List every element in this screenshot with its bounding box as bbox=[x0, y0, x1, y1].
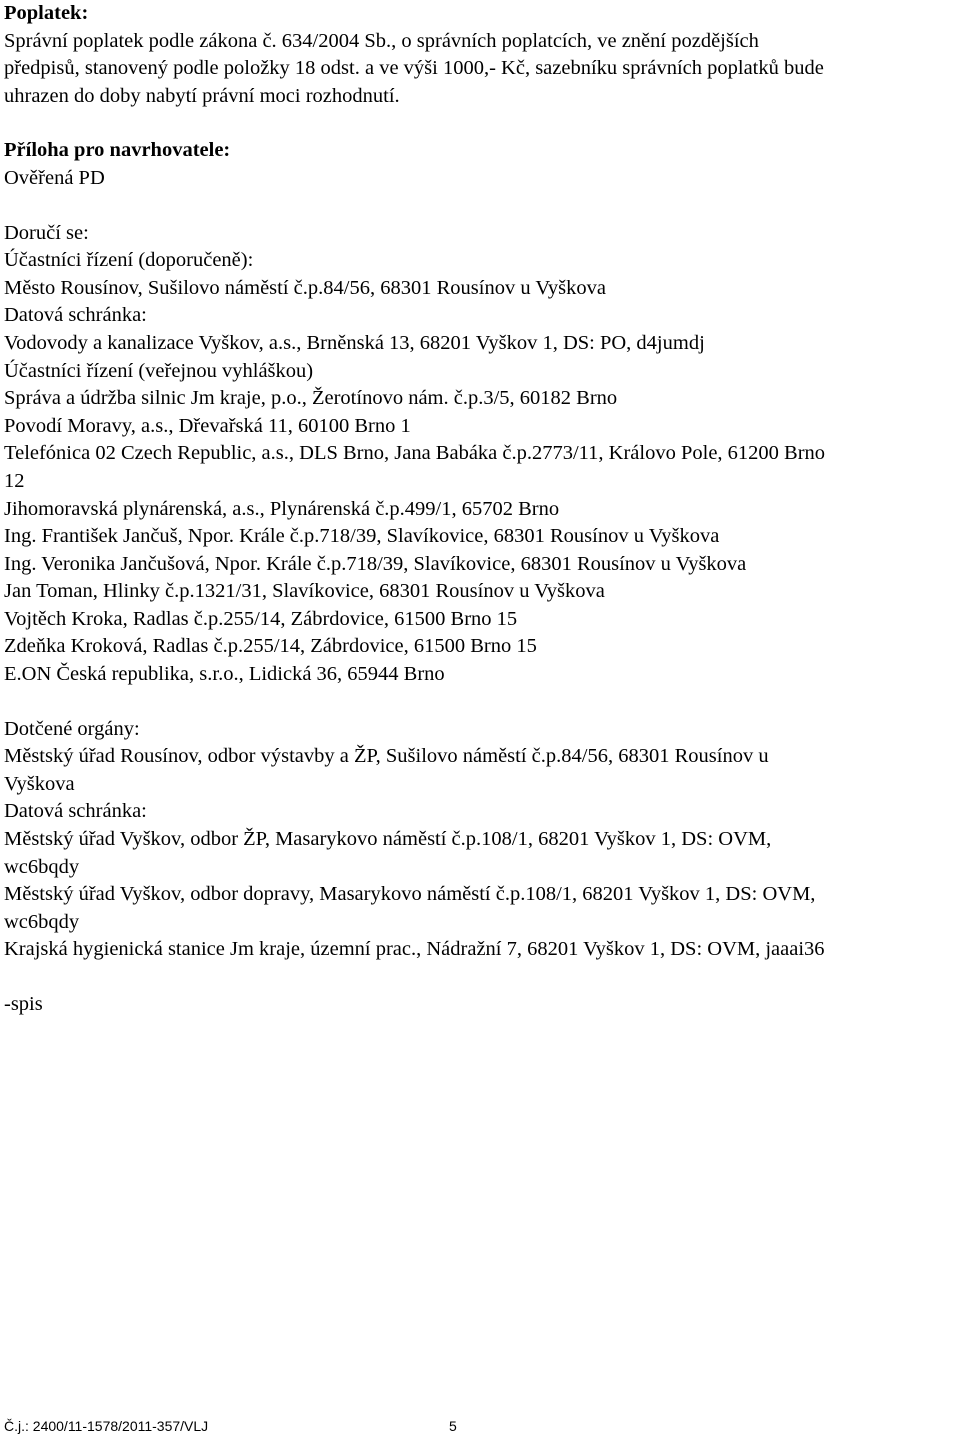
authority-line: Datová schránka: bbox=[4, 800, 147, 823]
recipient-line: Zdeňka Kroková, Radlas č.p.255/14, Zábrdovice, 61500 Brno 15 bbox=[4, 635, 537, 658]
fee-line: předpisů, stanovený podle položky 18 odst. a ve výši 1000,- Kč, sazebníku správních poplatků bude bbox=[4, 57, 824, 80]
authorities-heading: Dotčené orgány: bbox=[4, 717, 140, 740]
authority-line: Krajská hygienická stanice Jm kraje, územní prac., Nádražní 7, 68201 Vyškov 1, DS: OVM, jaaai36 bbox=[4, 938, 825, 961]
delivery-heading: Doručí se: bbox=[4, 221, 89, 244]
authority-line: Vyškova bbox=[4, 772, 75, 795]
recipient-line: Správa a údržba silnic Jm kraje, p.o., Žerotínovo nám. č.p.3/5, 60182 Brno bbox=[4, 387, 618, 410]
recipient-line: Město Rousínov, Sušilovo náměstí č.p.84/56, 68301 Rousínov u Vyškova bbox=[4, 276, 606, 299]
fee-heading: Poplatek: bbox=[4, 2, 89, 24]
page-number: 5 bbox=[449, 1418, 457, 1434]
authority-line: Městský úřad Vyškov, odbor ŽP, Masarykovo náměstí č.p.108/1, 68201 Vyškov 1, DS: OVM, bbox=[4, 828, 772, 851]
recipient-line: Datová schránka: bbox=[4, 304, 147, 327]
recipient-line: Ing. Veronika Jančušová, Npor. Krále č.p.718/39, Slavíkovice, 68301 Rousínov u Vyškova bbox=[4, 552, 747, 575]
attachment-heading: Příloha pro navrhovatele: bbox=[4, 139, 231, 162]
recipient-line: 12 bbox=[4, 469, 25, 492]
authorities-list bbox=[4, 743, 956, 964]
fee-line: uhrazen do doby nabytí právní moci rozhodnutí. bbox=[4, 84, 400, 107]
recipient-line: Jan Toman, Hlinky č.p.1321/31, Slavíkovice, 68301 Rousínov u Vyškova bbox=[4, 580, 605, 603]
recipient-line: Vojtěch Kroka, Radlas č.p.255/14, Zábrdovice, 61500 Brno 15 bbox=[4, 607, 518, 630]
reference-number: Č.j.: 2400/11-1578/2011-357/VLJ bbox=[4, 1418, 209, 1434]
closing-note: -spis bbox=[4, 993, 43, 1015]
recipient-line: Jihomoravská plynárenská, a.s., Plynárenská č.p.499/1, 65702 Brno bbox=[4, 497, 560, 520]
authority-line: Městský úřad Rousínov, odbor výstavby a ŽP, Sušilovo náměstí č.p.84/56, 68301 Rousínov u bbox=[4, 745, 769, 768]
recipient-list bbox=[4, 247, 956, 689]
authority-line: Městský úřad Vyškov, odbor dopravy, Masarykovo náměstí č.p.108/1, 68201 Vyškov 1, DS: OVM, bbox=[4, 883, 816, 906]
attachment-item: Ověřená PD bbox=[4, 166, 105, 189]
document-page bbox=[4, 0, 956, 1019]
recipient-line: Vodovody a kanalizace Vyškov, a.s., Brněnská 13, 68201 Vyškov 1, DS: PO, d4jumdj bbox=[4, 331, 705, 354]
fee-text bbox=[4, 28, 956, 111]
recipient-line: Povodí Moravy, a.s., Dřevařská 11, 60100 Brno 1 bbox=[4, 414, 411, 437]
authority-line: wc6bqdy bbox=[4, 910, 80, 933]
recipient-line: Účastníci řízení (doporučeně): bbox=[4, 249, 254, 272]
recipient-line: E.ON Česká republika, s.r.o., Lidická 36, 65944 Brno bbox=[4, 663, 445, 686]
recipient-line: Ing. František Jančuš, Npor. Krále č.p.718/39, Slavíkovice, 68301 Rousínov u Vyškova bbox=[4, 525, 720, 548]
authority-line: wc6bqdy bbox=[4, 855, 80, 878]
recipient-line: Účastníci řízení (veřejnou vyhláškou) bbox=[4, 359, 314, 382]
fee-line: Správní poplatek podle zákona č. 634/2004 Sb., o správních poplatcích, ve znění pozdějších bbox=[4, 29, 759, 52]
recipient-line: Telefónica 02 Czech Republic, a.s., DLS Brno, Jana Babáka č.p.2773/11, Královo Pole, 61200 Brno bbox=[4, 442, 826, 465]
